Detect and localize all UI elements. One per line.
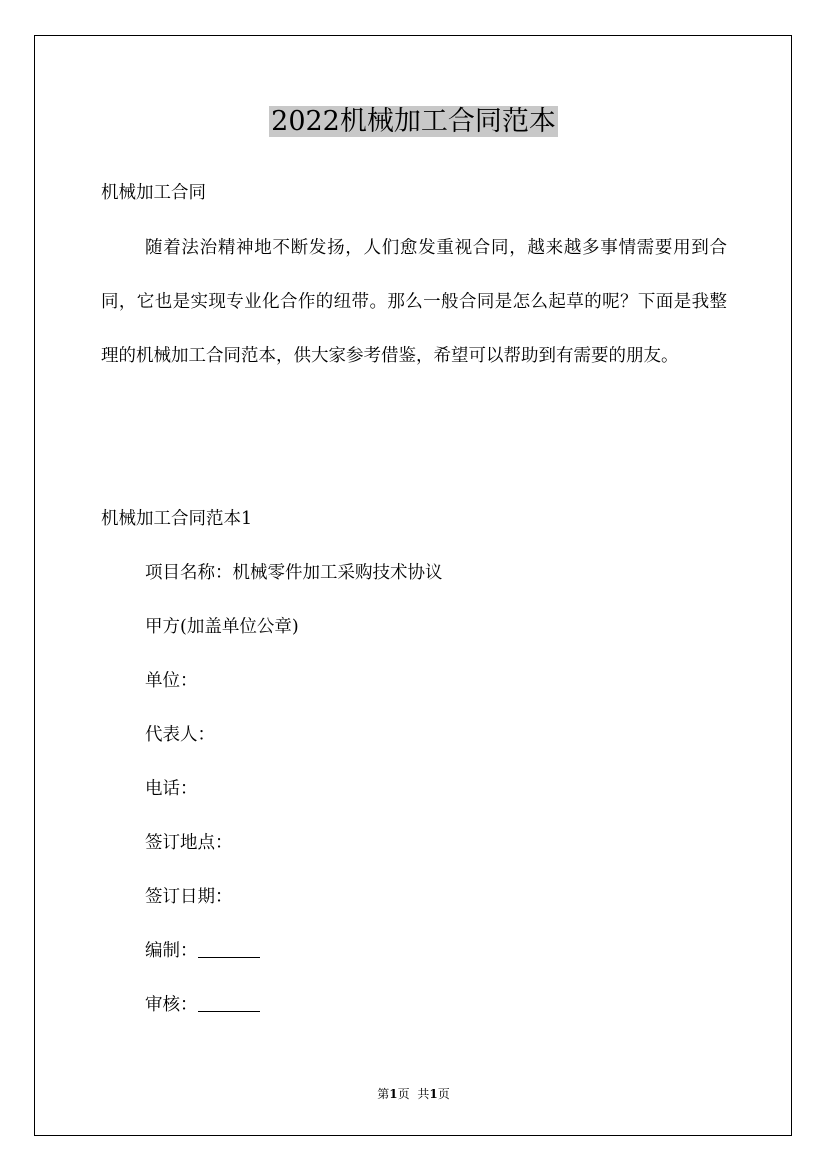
sign-place-line: 签订地点： — [145, 833, 233, 853]
sample-heading: 机械加工合同范本1 — [101, 509, 253, 529]
page-footer — [0, 1086, 827, 1102]
document-title-text: 2022机械加工合同范本 — [271, 106, 556, 137]
document-title — [0, 102, 827, 142]
prepared-by-label: 编制： — [145, 941, 198, 961]
footer-page-prefix: 第 — [377, 1087, 390, 1101]
sign-date-line: 签订日期： — [145, 887, 233, 907]
footer-page-number: 1 — [389, 1087, 398, 1101]
reviewed-by-blank — [198, 993, 260, 1012]
footer-page-suffix: 页 — [397, 1087, 410, 1101]
phone-line: 电话： — [145, 779, 198, 799]
prepared-by-blank — [198, 939, 260, 958]
footer-total-suffix: 页 — [437, 1087, 450, 1101]
prepared-by-line — [145, 939, 260, 963]
section-heading: 机械加工合同 — [101, 183, 206, 203]
unit-line: 单位： — [145, 671, 198, 691]
party-a-line: 甲方(加盖单位公章) — [145, 617, 299, 637]
reviewed-by-label: 审核： — [145, 995, 198, 1015]
project-name-line: 项目名称：机械零件加工采购技术协议 — [145, 563, 443, 583]
representative-line: 代表人： — [145, 725, 215, 745]
footer-total-prefix: 共 — [417, 1087, 430, 1101]
reviewed-by-line — [145, 993, 260, 1017]
intro-paragraph: 随着法治精神地不断发扬，人们愈发重视合同，越来越多事情需要用到合同，它也是实现专业化合作的纽带。那么一般合同是怎么起草的呢？下面是我整理的机械加工合同范本，供大家参考借鉴，希望可以帮助到有需要的朋友。 — [101, 238, 727, 366]
footer-total-number: 1 — [429, 1087, 438, 1101]
